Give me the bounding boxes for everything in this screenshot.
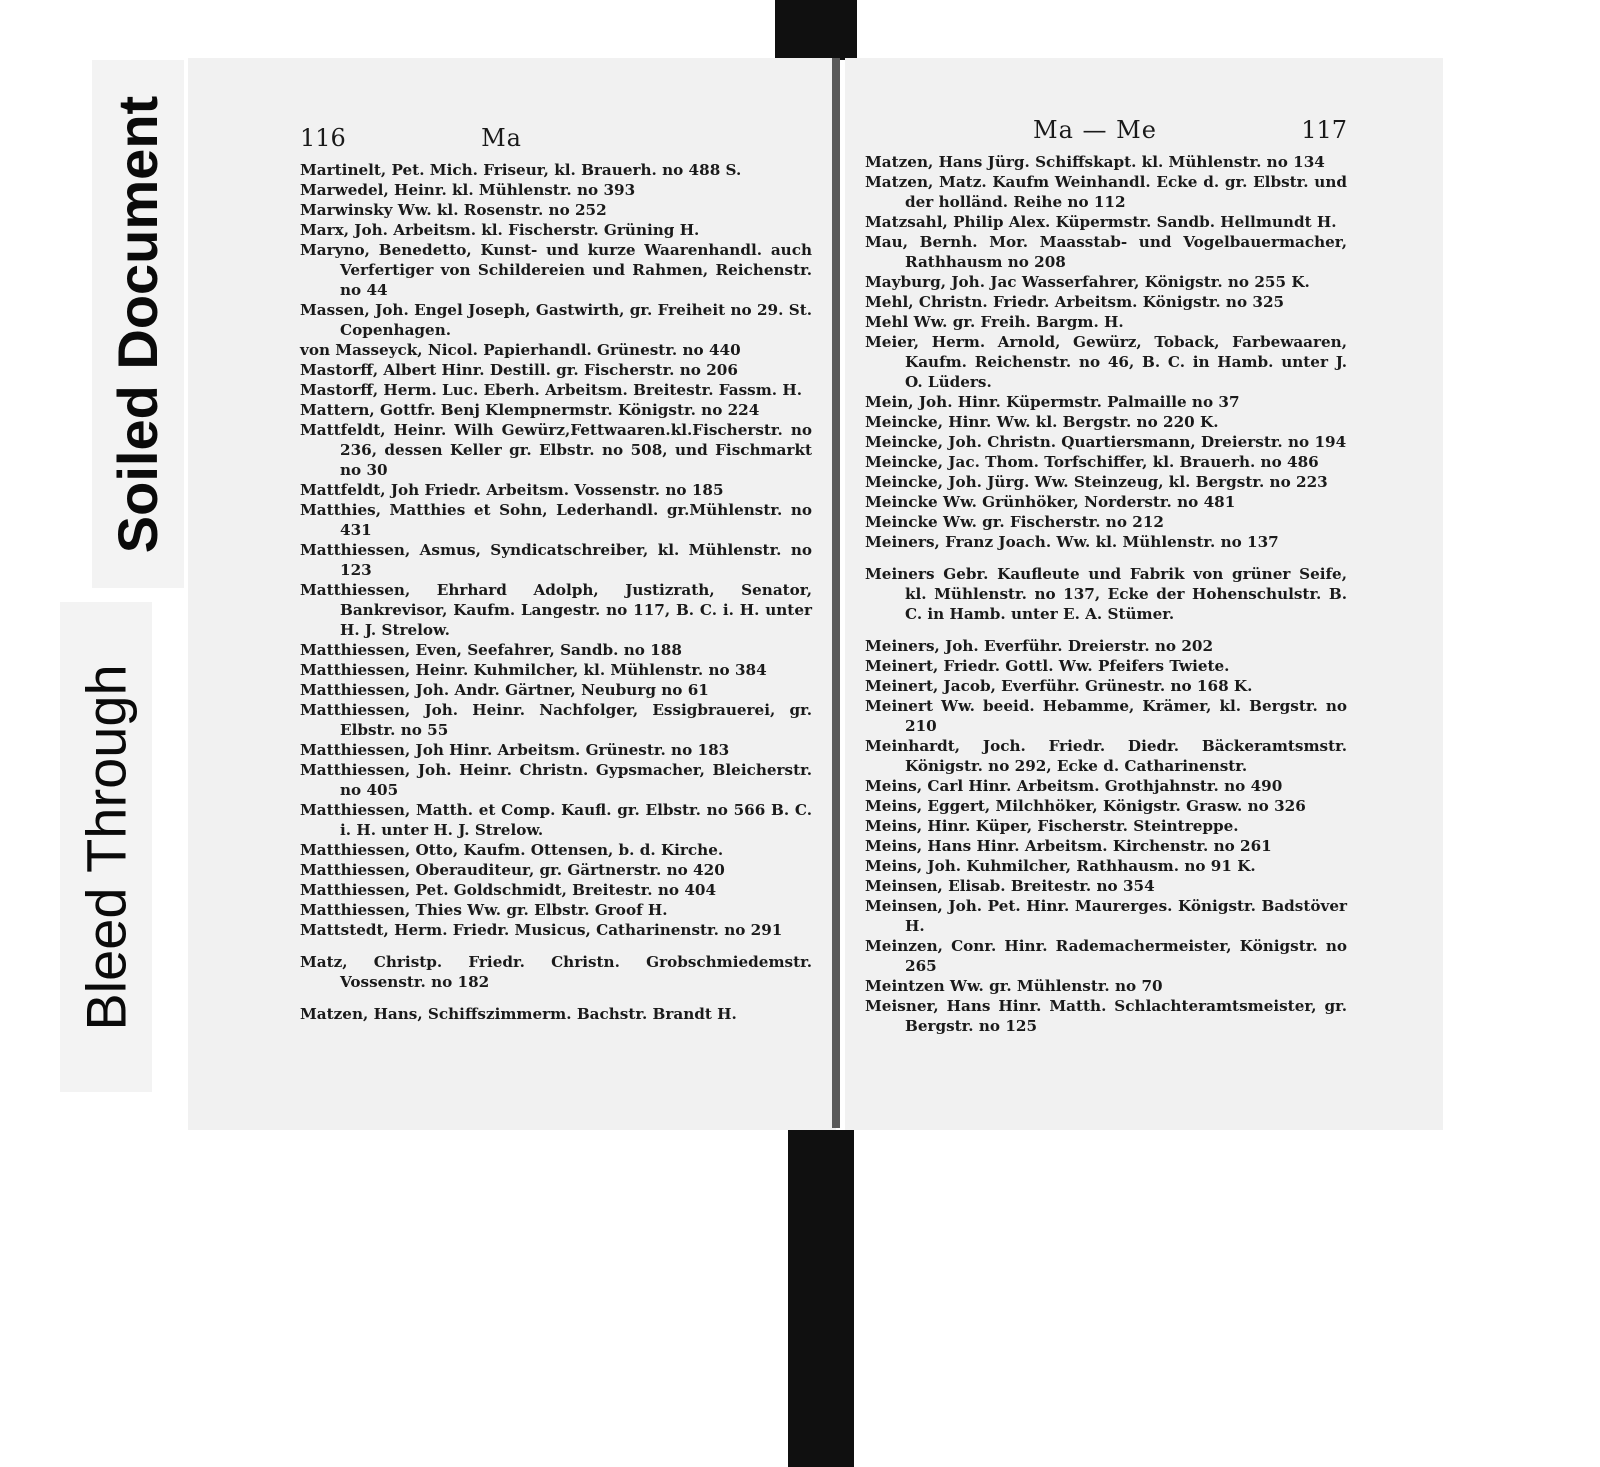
directory-entry: Mein, Joh. Hinr. Küpermstr. Palmaille no 37 <box>865 393 1240 411</box>
directory-entry: Meinsen, Joh. Pet. Hinr. Maurerges. Königstr. Badstöver H. <box>865 897 1347 935</box>
directory-entry: Meisner, Hans Hinr. Matth. Schlachteramtsmeister, gr. Bergstr. no 125 <box>865 997 1347 1035</box>
directory-entry: Meinert, Jacob, Everführ. Grünestr. no 168 K. <box>865 677 1253 695</box>
directory-entry: Mattstedt, Herm. Friedr. Musicus, Catharinenstr. no 291 <box>300 921 783 939</box>
right-page-header <box>865 116 1347 144</box>
directory-entry: Matthies, Matthies et Sohn, Lederhandl. gr.Mühlenstr. no 431 <box>300 501 812 539</box>
directory-entry: Meier, Herm. Arnold, Gewürz, Toback, Farbewaaren, Kaufm. Reichenstr. no 46, B. C. in Hamb. unter J. O. Lüders. <box>865 333 1347 391</box>
binding-strip-bottom <box>788 1130 854 1467</box>
directory-entry: Maryno, Benedetto, Kunst- und kurze Waarenhandl. auch Verfertiger von Schildereien und Rahmen, Reichenstr. no 44 <box>300 241 812 299</box>
directory-entry: Matthiessen, Joh Hinr. Arbeitsm. Grünestr. no 183 <box>300 741 730 759</box>
directory-entry: Marwinsky Ww. kl. Rosenstr. no 252 <box>300 201 607 219</box>
left-page-number: 116 <box>300 124 346 152</box>
directory-entry: Meins, Carl Hinr. Arbeitsm. Grothjahnstr. no 490 <box>865 777 1283 795</box>
directory-entry: Martinelt, Pet. Mich. Friseur, kl. Brauerh. no 488 S. <box>300 161 742 179</box>
directory-entry: Meinert, Friedr. Gottl. Ww. Pfeifers Twiete. <box>865 657 1230 675</box>
directory-entry: Matthiessen, Pet. Goldschmidt, Breitestr. no 404 <box>300 881 717 899</box>
directory-entry: Matthiessen, Joh. Andr. Gärtner, Neuburg no 61 <box>300 681 709 699</box>
directory-entry: Matzen, Hans, Schiffszimmerm. Bachstr. Brandt H. <box>300 1005 737 1023</box>
directory-entry: Meins, Hans Hinr. Arbeitsm. Kirchenstr. no 261 <box>865 837 1272 855</box>
bleed-through-label <box>60 602 152 1092</box>
directory-entry: Meins, Hinr. Küper, Fischerstr. Steintreppe. <box>865 817 1239 835</box>
soiled-document-label <box>92 60 184 588</box>
directory-entry: Matthiessen, Thies Ww. gr. Elbstr. Groof H. <box>300 901 668 919</box>
page-gutter <box>832 58 840 1128</box>
right-page <box>845 58 1443 1130</box>
directory-entry: Meins, Eggert, Milchhöker, Königstr. Grasw. no 326 <box>865 797 1306 815</box>
right-entry-list <box>865 152 1347 1036</box>
directory-entry: Matthiessen, Asmus, Syndicatschreiber, kl. Mühlenstr. no 123 <box>300 541 812 579</box>
directory-entry: Marx, Joh. Arbeitsm. kl. Fischerstr. Grüning H. <box>300 221 700 239</box>
directory-entry: Marwedel, Heinr. kl. Mühlenstr. no 393 <box>300 181 636 199</box>
directory-entry: Mastorff, Albert Hinr. Destill. gr. Fischerstr. no 206 <box>300 361 738 379</box>
directory-entry: Matzen, Hans Jürg. Schiffskapt. kl. Mühlenstr. no 134 <box>865 153 1325 171</box>
directory-entry: Massen, Joh. Engel Joseph, Gastwirth, gr. Freiheit no 29. St. Copenhagen. <box>300 301 812 339</box>
directory-entry: Matthiessen, Even, Seefahrer, Sandb. no 188 <box>300 641 682 659</box>
directory-entry: Meincke, Hinr. Ww. kl. Bergstr. no 220 K. <box>865 413 1219 431</box>
left-page-header <box>300 124 812 152</box>
left-page <box>188 58 836 1130</box>
directory-entry: Mehl Ww. gr. Freih. Bargm. H. <box>865 313 1124 331</box>
directory-entry: Matthiessen, Otto, Kaufm. Ottensen, b. d. Kirche. <box>300 841 724 859</box>
directory-entry: Mayburg, Joh. Jac Wasserfahrer, Königstr. no 255 K. <box>865 273 1310 291</box>
directory-entry: Matz, Christp. Friedr. Christn. Grobschmiedemstr. Vossenstr. no 182 <box>300 953 812 991</box>
directory-entry: Matzen, Matz. Kaufm Weinhandl. Ecke d. gr. Elbstr. und der holländ. Reihe no 112 <box>865 173 1347 211</box>
directory-entry: Matthiessen, Joh. Heinr. Nachfolger, Essigbrauerei, gr. Elbstr. no 55 <box>300 701 812 739</box>
directory-entry: von Masseyck, Nicol. Papierhandl. Grünestr. no 440 <box>300 341 741 359</box>
directory-entry: Meincke, Jac. Thom. Torfschiffer, kl. Brauerh. no 486 <box>865 453 1319 471</box>
right-page-title: Ma — Me <box>1033 116 1157 144</box>
directory-entry: Meinert Ww. beeid. Hebamme, Krämer, kl. Bergstr. no 210 <box>865 697 1347 735</box>
directory-entry: Mastorff, Herm. Luc. Eberh. Arbeitsm. Breitestr. Fassm. H. <box>300 381 802 399</box>
directory-entry: Matzsahl, Philip Alex. Küpermstr. Sandb. Hellmundt H. <box>865 213 1337 231</box>
directory-entry: Meiners, Joh. Everführ. Dreierstr. no 202 <box>865 637 1214 655</box>
directory-entry: Matthiessen, Heinr. Kuhmilcher, kl. Mühlenstr. no 384 <box>300 661 767 679</box>
directory-entry: Mau, Bernh. Mor. Maasstab- und Vogelbauermacher, Rathhausm no 208 <box>865 233 1347 271</box>
directory-entry: Meintzen Ww. gr. Mühlenstr. no 70 <box>865 977 1163 995</box>
left-page-title: Ma <box>481 124 522 152</box>
directory-entry: Mattfeldt, Heinr. Wilh Gewürz,Fettwaaren.kl.Fischerstr. no 236, dessen Keller gr. Elbstr. no 508, und Fischmarkt no 30 <box>300 421 812 479</box>
directory-entry: Mehl, Christn. Friedr. Arbeitsm. Königstr. no 325 <box>865 293 1285 311</box>
directory-entry: Meincke, Joh. Christn. Quartiersmann, Dreierstr. no 194 <box>865 433 1347 451</box>
soiled-document-text: Soiled Document <box>106 95 170 553</box>
directory-entry: Matthiessen, Ehrhard Adolph, Justizrath, Senator, Bankrevisor, Kaufm. Langestr. no 117, B. C. i. H. unter H. J. Strelow. <box>300 581 812 639</box>
directory-entry: Matthiessen, Matth. et Comp. Kaufl. gr. Elbstr. no 566 B. C. i. H. unter H. J. Strelow. <box>300 801 812 839</box>
directory-entry: Matthiessen, Joh. Heinr. Christn. Gypsmacher, Bleicherstr. no 405 <box>300 761 812 799</box>
directory-entry: Meins, Joh. Kuhmilcher, Rathhausm. no 91 K. <box>865 857 1256 875</box>
directory-entry: Mattfeldt, Joh Friedr. Arbeitsm. Vossenstr. no 185 <box>300 481 724 499</box>
bleed-through-text: Bleed Through <box>74 663 138 1031</box>
left-entry-list <box>300 160 812 1024</box>
binding-strip-top <box>775 0 857 60</box>
directory-entry: Meinhardt, Joch. Friedr. Diedr. Bäckeramtsmstr. Königstr. no 292, Ecke d. Catharinenstr. <box>865 737 1347 775</box>
right-page-number: 117 <box>1301 116 1347 144</box>
directory-entry: Meiners Gebr. Kaufleute und Fabrik von grüner Seife, kl. Mühlenstr. no 137, Ecke der Hohenschulstr. B. C. in Hamb. unter E. A. Stümer. <box>865 565 1347 623</box>
directory-entry: Mattern, Gottfr. Benj Klempnermstr. Königstr. no 224 <box>300 401 760 419</box>
directory-entry: Meiners, Franz Joach. Ww. kl. Mühlenstr. no 137 <box>865 533 1279 551</box>
directory-entry: Meincke Ww. gr. Fischerstr. no 212 <box>865 513 1164 531</box>
directory-entry: Matthiessen, Oberauditeur, gr. Gärtnerstr. no 420 <box>300 861 725 879</box>
directory-entry: Meinzen, Conr. Hinr. Rademachermeister, Königstr. no 265 <box>865 937 1347 975</box>
directory-entry: Meincke, Joh. Jürg. Ww. Steinzeug, kl. Bergstr. no 223 <box>865 473 1328 491</box>
directory-entry: Meinsen, Elisab. Breitestr. no 354 <box>865 877 1155 895</box>
directory-entry: Meincke Ww. Grünhöker, Norderstr. no 481 <box>865 493 1236 511</box>
